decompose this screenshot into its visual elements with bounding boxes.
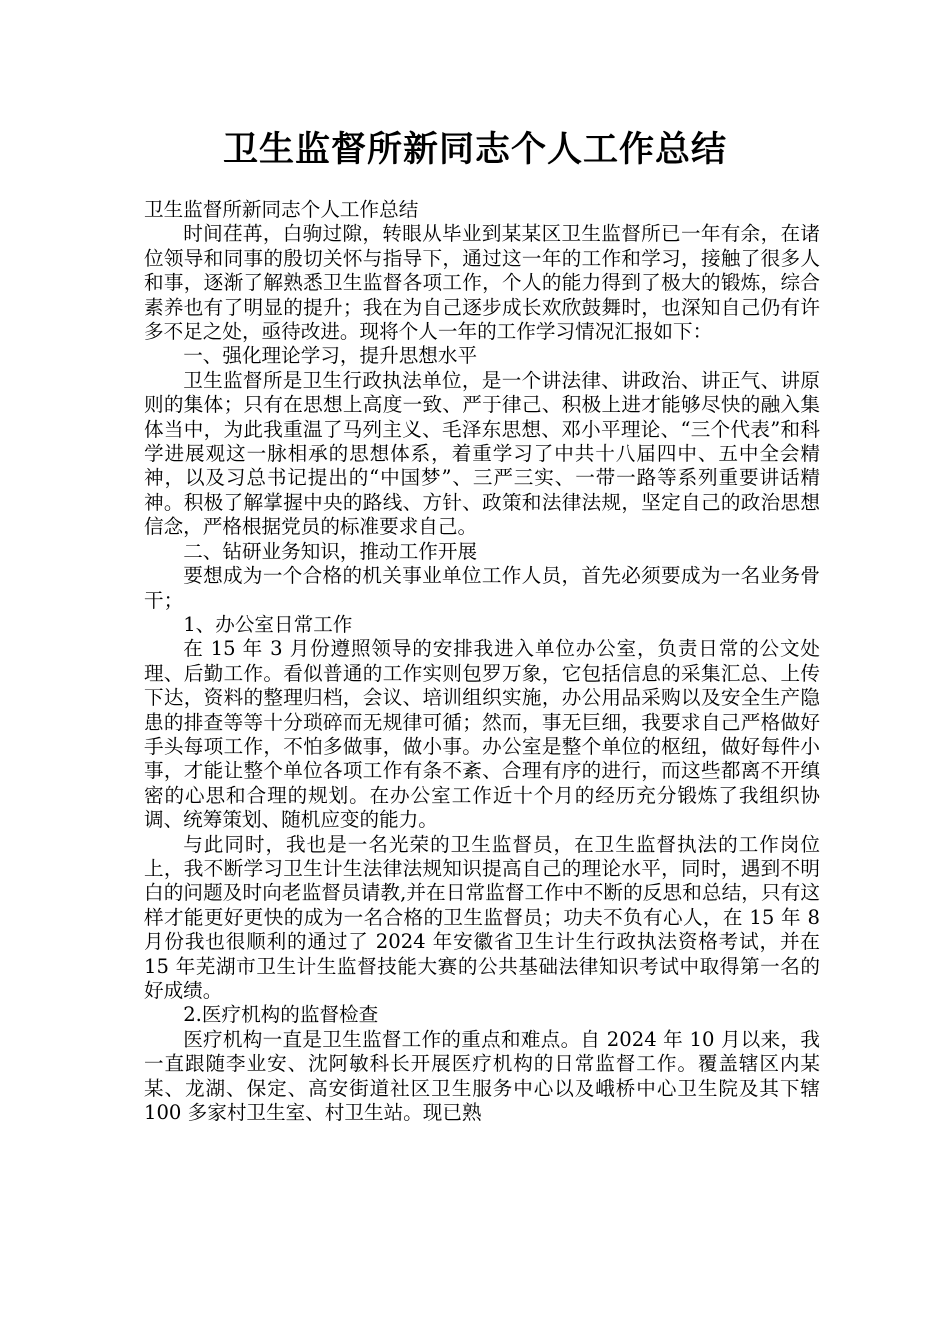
body-subtitle: 卫生监督所新同志个人工作总结 bbox=[144, 198, 419, 221]
document-title: 卫生监督所新同志个人工作总结 bbox=[222, 130, 727, 170]
subsection-heading-office: 1、办公室日常工作 bbox=[183, 612, 353, 636]
section-heading-theory: 一、强化理论学习，提升思想水平 bbox=[183, 344, 478, 368]
paragraph-supervisor: 与此同时，我也是一名光荣的卫生监督员，在卫生监督执法的工作岗位上，我不断学习卫生计生法律法规知识提高自己的理论水平，同时，遇到不明白的问题及时向老监督员请教,并在日常监督工作中不断的反思和总结，只有这样才能更好更快的成为一名合格的卫生监督员；功夫不负有心人，在 15 年 8 月份我也很顺利的通过了 2024 年安徽省卫生计生行政执法资格考试，并在 15 年芜湖市卫生计生监督技能大赛的公共基础法律知识考试中取得第一名的好成绩。 bbox=[144, 832, 820, 1002]
paragraph-medical: 医疗机构一直是卫生监督工作的重点和难点。自 2024 年 10 月以来，我一直跟随李业安、沈阿敏科长开展医疗机构的日常监督工作。覆盖辖区内某某、龙湖、保定、高安街道社区卫生服务中心以及峨桥中心卫生院及其下辖 100 多家村卫生室、村卫生站。现已熟 bbox=[144, 1027, 820, 1125]
section-heading-business: 二、钻研业务知识，推动工作开展 bbox=[183, 539, 478, 563]
document-body bbox=[144, 198, 820, 1125]
paragraph-intro: 时间荏苒，白驹过隙，转眼从毕业到某某区卫生监督所已一年有余，在诸位领导和同事的殷切关怀与指导下，通过这一年的工作和学习，接触了很多人和事，逐渐了解熟悉卫生监督各项工作，个人的能力得到了极大的锻炼，综合素养也有了明显的提升；我在为自己逐步成长欢欣鼓舞时，也深知自己仍有许多不足之处，亟待改进。现将个人一年的工作学习情况汇报如下： bbox=[144, 222, 820, 344]
paragraph-theory: 卫生监督所是卫生行政执法单位，是一个讲法律、讲政治、讲正气、讲原则的集体；只有在思想上高度一致、严于律己、积极上进才能够尽快的融入集体当中，为此我重温了马列主义、毛泽东思想、邓小平理论、“三个代表”和科学进展观这一脉相承的思想体系，着重学习了中共十八届四中、五中全会精神，以及习总书记提出的“中国梦”、三严三实、一带一路等系列重要讲话精神。积极了解掌握中央的路线、方针、政策和法律法规，坚定自己的政治思想信念，严格根据党员的标准要求自己。 bbox=[144, 368, 820, 539]
paragraph-office: 在 15 年 3 月份遵照领导的安排我进入单位办公室，负责日常的公文处理、后勤工作。看似普通的工作实则包罗万象，它包括信息的采集汇总、上传下达，资料的整理归档，会议、培训组织实施，办公用品采购以及安全生产隐患的排查等等十分琐碎而无规律可循；然而，事无巨细，我要求自己严格做好手头每项工作，不怕多做事，做小事。办公室是整个单位的枢纽，做好每件小事，才能让整个单位各项工作有条不紊、合理有序的进行，而这些都离不开缜密的心思和合理的规划。在办公室工作近十个月的经历充分锻炼了我组织协调、统筹策划、随机应变的能力。 bbox=[144, 637, 820, 832]
paragraph-business-intro: 要想成为一个合格的机关事业单位工作人员，首先必须要成为一名业务骨干； bbox=[144, 564, 820, 612]
subsection-heading-medical: 2.医疗机构的监督检查 bbox=[183, 1003, 379, 1027]
